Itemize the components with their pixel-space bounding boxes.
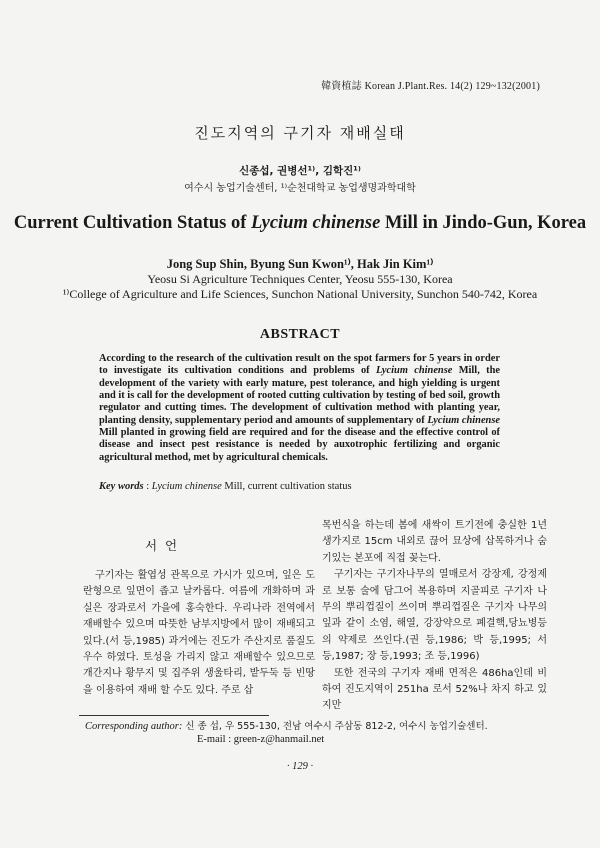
corresponding-email: E-mail : green-z@hanmail.net xyxy=(197,734,325,745)
abstract-species: Lycium chinense xyxy=(375,365,453,377)
body-paragraph: 목번식을 하는데 봄에 새싹이 트기전에 충실한 1년생가지로 15cm 내외로 끊어 묘상에 삽목하거나 숨기있는 본포에 직접 꽂는다. xyxy=(322,520,547,564)
abstract-species: Lycium chinense xyxy=(427,414,500,426)
keywords-species: Lycium chinense xyxy=(151,481,222,492)
page-number: · 129 · xyxy=(286,761,314,772)
abstract-text: Mill, the development of the variety with early mature, pest tolerance, and high yielding is urgent and it is call for the development of rooted cutting cultivation by testing of bed soil, growth regulator and cutting times. The development of cultivation method with planting year, planting density, supplementary period and amounts of supplementary of xyxy=(99,365,501,426)
corresponding-text: 신 종 섭, 우 555-130, 전남 여수시 주삼동 812-2, 여수시 농업기술센터. xyxy=(182,721,488,732)
keywords xyxy=(99,481,519,492)
korean-title: 진도지역의 구기자 재배실태 xyxy=(194,124,406,142)
abstract-heading: ABSTRACT xyxy=(259,327,341,342)
keywords-rest: Mill, current cultivation status xyxy=(221,481,352,492)
abstract-text: Mill planted in growing field are required and for the disease and the effective control of disease and insect pest resistance is needed by auxotrophic fertilizing and organic agricultural method, met by agricultural chemicals. xyxy=(99,427,500,463)
abstract-body xyxy=(99,353,500,464)
korean-affiliation: 여수시 농업기술센터, ¹⁾순천대학교 농업생명과학대학 xyxy=(184,183,416,194)
title-species: Lycium chinense xyxy=(251,213,381,233)
body-paragraph: 구기자는 활엽성 관목으로 가시가 있으며, 잎은 도란형으로 잎면이 좁고 날카롭다. 여름에 개화하며 과실은 장과로서 가을에 홍숙한다. 우리나라 전역에서 재배할수 있으며 따뜻한 남부지방에서 많이 재배되고 있다.(서 등,1985) 과거에는 진도가 주산지로 품질도 우수 하였다. 토성을 가리지 않고 재배할수 있으므로 개간지나 황무지 및 집주위 생울타리, 밭두둑 등 빈땅을 이용하여 재배 할 수도 있다. 주로 삽 xyxy=(83,570,315,696)
english-affiliation-2: ¹⁾College of Agriculture and Life Sciences, Sunchon National University, Sunchon 540-742, Korea xyxy=(62,287,538,301)
keywords-label: Key words xyxy=(99,481,144,492)
footnote-divider xyxy=(79,715,269,716)
english-authors: Jong Sup Shin, Byung Sun Kwon¹⁾, Hak Jin Kim¹⁾ xyxy=(166,257,434,271)
body-column-right xyxy=(322,518,547,715)
english-affiliation-1: Yeosu Si Agriculture Techniques Center, Yeosu 555-130, Korea xyxy=(147,272,453,286)
title-part: Current Cultivation Status of xyxy=(13,213,251,233)
body-column-left xyxy=(83,568,315,699)
abstract-text: According to the research of the cultivation result on the spot farmers for 5 years in order to investigate its cultivation conditions and problems of xyxy=(99,353,500,377)
corresponding-label: Corresponding author: xyxy=(85,721,183,732)
korean-authors: 신종섭, 권병선¹⁾, 김학진¹⁾ xyxy=(239,165,361,177)
body-paragraph: 구기자는 구기자나무의 열매로서 강장제, 강정제로 보통 술에 담그어 복용하며 지골피로 구기자 나무의 뿌리껍질이 쓰이며 뿌리껍질은 구기자 나무의 잎과 같이 소염, 해열, 강장약으로 폐결핵,당뇨병등의 약제로 쓰인다.(권 등,1986; 박 등,1995; 서 등,1987; 장 등,1993; 조 등,1996) xyxy=(322,569,547,663)
english-title xyxy=(0,213,600,234)
body-paragraph: 또한 전국의 구기자 재배 면적은 486ha인데 비하여 진도지역이 251ha 로서 52%나 차지 하고 있지만 xyxy=(322,667,547,712)
corresponding-author xyxy=(85,718,488,732)
title-part: Mill in Jindo-Gun, Korea xyxy=(380,213,587,233)
keywords-sep: : xyxy=(143,481,152,492)
section-heading: 서 언 xyxy=(144,538,180,553)
journal-citation: 韓資植誌 Korean J.Plant.Res. 14(2) 129~132(2001) xyxy=(321,81,540,92)
